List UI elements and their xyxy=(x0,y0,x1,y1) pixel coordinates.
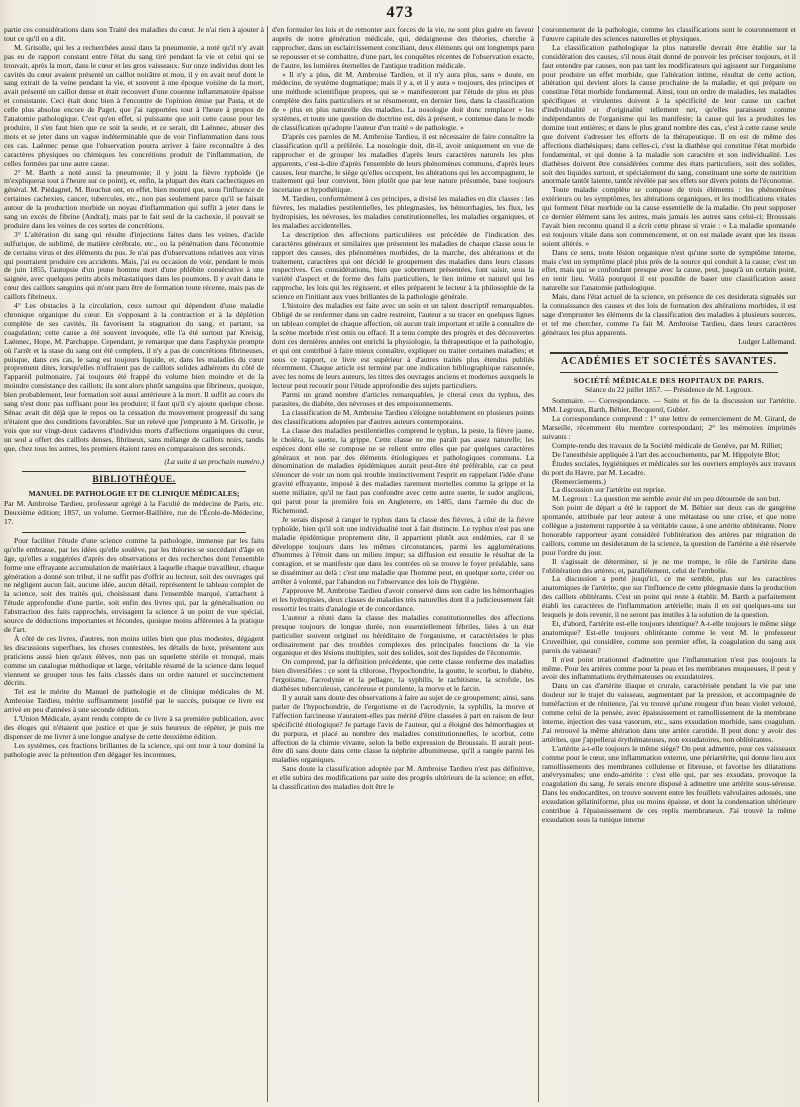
review-paragraph: Tel est le mérite du Manuel de pathologie et de clinique médicales de M. Ambroise Tardieu, mérite suffisamment justifié par le succès, puisque ce livre est arrivé en peu d'années à une seconde édition. xyxy=(4,687,264,715)
section-divider xyxy=(22,532,246,533)
review-paragraph: On comprend, par la définition précédente, que cette classe renferme des maladies bien diversifiées : ce sont la chlorose, l'hypochondrie, la goutte, le scorbut, le diabète, l'ergotisme, l'acrodynie et la pellagre, la syphilis, le rachitisme, la scrofule, les diathèses tuberculeuse, cancéreuse et purulente, la morve et le farcin. xyxy=(272,657,534,694)
session-paragraph: Compte-rendu des travaux de la Société médicale de Genève, par M. Rilliet; xyxy=(552,440,783,450)
session-paragraph: (Remerciements.) xyxy=(552,476,606,486)
article-paragraph: 2° M. Barth a noté aussi la pneumonie; il y joint la fièvre typhoïde (je m'expliquerai tout à l'heure sur ce point), et, enfin, la plupart des états cachectiques en général. M. Piédagnel, M. Bouchut ont, en effet, bien montré que, sous l'influence de certaines cachexies, cancer, tubercules, etc., non pas seulement parce qu'il se faisait autour de la production morbide un noyau d'inflammation qui suffit à jeter dans le sang un excès de fibrine (Andral), mais par le fait seul de la cachexie, il pouvait se produire dans les veines de ces sortes de concrétions. xyxy=(4,167,264,230)
session-paragraph: M. Legroux : La question me semble avoir été un peu détournée de son but. xyxy=(552,494,781,504)
book-title: MANUEL DE PATHOLOGIE ET DE CLINIQUE MÉDICALES; xyxy=(28,489,240,499)
section-divider xyxy=(560,372,778,373)
review-paragraph: L'Union Médicale, ayant rendu compte de ce livre à sa première publication, avec des éloges qui n'étaient que justice et que je suis heureux de répéter, je puis me dispenser de me livrer à une longue analyse de cette deuxième édition. xyxy=(4,714,264,741)
column-right xyxy=(542,26,796,1104)
column-left xyxy=(4,26,264,1104)
column-middle xyxy=(272,26,534,1104)
review-paragraph: Dans ce sens, toute lésion organique n'est qu'une sorte de symptôme interne, mais c'est un symptôme placé plus près de la source qui conduit à la cause; c'est un effet, mais qui se confondant presque avec la cause, peut, jusqu'à un certain point, en tenir lieu. Voilà pourquoi il est possible de baser une classification assez naturelle sur l'anatomie pathologique. xyxy=(542,247,796,293)
review-paragraph: Pour faciliter l'étude d'une science comme la pathologie, immense par les faits qu'elle embrasse, par les idées qu'elle soulève, par les théories se succédant d'âge en âge, qu'elles a suggérées d'après des observations et des recherches dont l'ensemble forme une effrayante accumulation de matériaux à laquelle chaque travailleur, chaque génération a donné son tribut, il ne suffit pas d'offrir au lecteur, soit des ouvrages qui ne négligent aucun fait, aucune idée, aucun détail, représentent le tableau complet de la science, soit des traités qui, choisissant dans l'ensemble marqué, s'attachent à l'étude approfondie d'une partie, soit enfin des livres qui, par la généralisation ou l'abstraction des faits rapprochés, envisagent la science à un point de vue spécial, source de déductions importantes et fécondes, quoique moins afférentes à la pratique de l'art. xyxy=(4,535,264,634)
article-paragraph: M. Grisolle, qui les a recherchées aussi dans la pneumonie, a noté qu'il n'y avait pas eu de rapport constant entre l'état du sang tiré pendant la vie et celui qui se trouvait, après la mort, dans le cœur et les gros vaisseaux. Sur onze individus dont les cavités du cœur avaient présenté un caillot noirâtre et mou, il y en avait neuf dont le sang extrait de la veine pendant la vie, et souvent à une époque voisine de la mort, avait présenté un caillot dense et était recouvert d'une couenne inflammatoire épaisse et consistante. Ceci était donc bien à l'encontre de l'opinion émise par Pasta, et de celle plus absolue encore de Paget, que j'ai rapportées tout à l'heure à propos de l'anatomie pathologique. C'est qu'en effet, si puissante que soit cette cause pour les produire, il s'en faut bien que ce soit la seule, et ce serait, dit Laënnec, abuser des mots et se jeter dans un vague indéterminable que de voir l'inflammation dans tous ces cas. Laënnec pense que l'observation pourra arriver à faire reconnaître à des caractères physiques ou chimiques les concrétions produit de l'inflammation, de celles formées par une autre cause. xyxy=(4,42,264,168)
review-paragraph: Sans doute la classification adoptée par M. Ambroise Tardieu n'est pas définitive, et elle subira des modifications par suite des progrès ultérieurs de la science; en effet, la classification des maladies doit être le xyxy=(272,764,534,792)
session-paragraph: La discussion a porté jusqu'ici, ce me semble, plus sur les caractères anatomiques de l'artérite, que sur l'influence de cette phlegmasie dans la production des caillots oblitérants. C'est un point qui reste à établir. M. Barth a parfaitement établi les caractères de l'inflammation artérielle; mais il en est quelques-uns sur lesquels je dois revenir, il ne seront pas inutiles à la solution de la question. xyxy=(542,574,796,620)
session-date: Séance du 22 juillet 1857. — Présidence de M. Legroux. xyxy=(585,385,753,395)
bibliotheque-heading: BIBLIOTHÈQUE. xyxy=(92,475,176,486)
session-paragraph: Il s'agissait de déterminer, si je ne me trompe, le rôle de l'artérite dans l'oblitération des artères; et, parallèlement, celui de l'embolie. xyxy=(542,556,796,575)
review-paragraph: La classification de M. Ambroise Tardieu s'éloigne notablement en plusieurs points des classifications adoptées par d'autres auteurs contemporains. xyxy=(272,407,534,426)
review-quote: « Il n'y a plus, dit M. Ambroise Tardieu, et il n'y aura plus, sans » doute, en médecine, de système dogmatique; mais il y a, et il y aura » toujours, des principes et une méthode scientifique propres, qui se » manifesteront par l'étude de plus en plus complète des faits particuliers et se résumeront, en dernier lieu, dans la classification de » plus en plus naturelle des maladies. La nosologie doit donc remplacer » les systèmes, et toute une question de doctrine est, dès à présent, » contenue dans le mode de classification qu'adopte l'auteur d'un traité » de pathologie. » xyxy=(272,69,534,132)
session-paragraph: Il n'est point irrationnel d'admettre que l'inflammation n'est pas toujours la même. Pour les artères comme pour la peau et les membranes muqueuses, il peut y avoir des inflammations érythémateuses ou exsudatoires. xyxy=(542,654,796,682)
book-info: Par M. Ambroise Tardieu, professeur agrégé à la Faculté de médecine de Paris, etc. Deuxième édition; 1857, un volume. Germer-Baillière, rue de l'École-de-Médecine, 17. xyxy=(4,499,264,527)
review-paragraph: Les systèmes, ces fractions brillantes de la science, qui ont tour à tour dominé la pathologie avec la prétention d'en dégager les inconnues, xyxy=(4,740,264,759)
review-paragraph: Parmi un grand nombre d'articles remarquables, je citerai ceux du typhus, des parasites, du diabète, des névroses et des empoisonnements. xyxy=(272,390,534,409)
session-paragraph: Son point de départ a été le rapport de M. Béhier sur deux cas de gangrène spontanée, attribuée par leur auteur à une métastase ou une crise, et que notre collègue a justement rapportée à sa véritable cause, à une artérite oblitérante. Notre honorable rapporteur ayant considéré l'oblitération des artères par migration de caillots, comme un desideratum de la science, la question de l'artérite a été réservée pour l'ordre du jour. xyxy=(542,503,796,557)
review-paragraph: D'après ces paroles de M. Ambroise Tardieu, il est nécessaire de faire connaître la classification qu'il a préférée. La nosologie doit, dit-il, avoir uniquement en vue de rapprocher et de grouper les maladies d'après leurs caractères naturels les plus apparents, c'est-à-dire d'après l'ensemble de leurs phénomènes communs, d'après leurs causes, leur marche, le siège qu'elles occupent, les altérations qui les accompagnent, le traitement qui leur convient, bien plutôt que par leur nature présumée, base toujours incertaine et hypothétique. xyxy=(272,131,534,195)
author-signature: Ludger Lallemand. xyxy=(738,336,796,346)
review-paragraph: M. Tardieu, conformément à ces principes, a divisé les maladies en dix classes : les fièvres, les maladies pestilentielles, les phlegmasies, les hémorrhagies, les flux, les hydropisies, les névroses, les maladies constitutionnelles, les maladies organiques, et les maladies accidentelles. xyxy=(272,194,534,230)
review-paragraph: d'en formuler les lois et de remonter aux forces de la vie, ne sont plus guère en faveur auprès de notre génération médicale, qui, dédaigneuse des théories, cherche à rapprocher, dans un esclaircissement conciliant, deux éléments qui ont longtemps paru se repousser et se combattre, d'une part, les conquêtes récentes de l'observation exacte, de l'autre, les lumières éternelles de l'antique tradition médicale. xyxy=(272,26,534,70)
review-paragraph: Mais, dans l'état actuel de la science, en présence de ces desiderata signalés sur la connaissance des causes et des lois de formation des altérations morbides, il est sage d'emprunter les éléments de la classification des maladies à plusieurs sources, et tel me chercher, comme l'a fait M. Ambroise Tardieu, dans leurs caractères généraux les plus apparents. xyxy=(542,292,796,337)
section-divider xyxy=(550,352,788,354)
academies-heading: ACADÉMIES ET SOCIÉTÉS SAVANTES. xyxy=(560,355,778,367)
article-paragraph: 4° Les obstacles à la circulation, ceux surtout qui dépendent d'une maladie chronique organique du cœur. En s'opposant à la contraction et à la déplétion complète de ses cavités, ils favorisent la stagnation du sang, et partant, sa coagulation; cette cause a été souvent invoquée, elle l'a été surtout par Kreisig, Laënnec, Hope, M. Parchappe. Cependant, je remarque que dans l'asphyxie prompte où l'arrêt et la stase du sang ont été complets, il n'y a pas de concrétions fibrineuses, puisque, dans ces cas, le sang est toujours liquide, et, dans les maladies du cœur proprement dites, lorsqu'elles n'offraient pas de caillots solides adhérents du côté de l'appareil pulmonaire, j'ai toujours été frappé du volume bien moindre et de la moindre consistance des caillots; ils sont alors plutôt sanguins que fibrineux, quoique, bien probablement, leur formation soit aussi antérieure à la mort. Il suffit au cours du sang n'est donc pas suffisant pour les produire; il faut qu'il s'y ajoute quelque chose. Sénac avait dit déjà que le repos ou la cessation du mouvement progressif du sang n'étaient que des conditions favorables. Sur un relevé que j'emprunte à M. Grisolle, je vois que sur vingt-deux cadavres d'individus morts d'affections organiques du cœur, un seul a offert des caillots denses, fibrineux, sans mélange de caillots noirs, tandis que, chez tous les autres, les premiers étaient rares en comparaison des seconds. xyxy=(4,301,264,453)
section-divider xyxy=(22,471,246,472)
society-title: SOCIÉTÉ MÉDICALE DES HOPITAUX DE PARIS. xyxy=(573,375,765,385)
session-paragraph: L'artérite a-t-elle toujours le même siège? On peut admettre, pour ces vaisseaux comme pour le cœur, une inflammation externe, une périartérite, qui donne lieu aux ramollissements des membranes cellulense et fibreuse, et favorise les dilatations anévrysmales; une endo-artérite : c'est elle qui, par ses exsudats, provoque la coagulation du sang. Je serais encore disposé à admettre une artérite sous-séreuse. Dans les endocardites, on trouve souvent entre les feuillets valvulaires adossés, une exsudation gélatiniforme, plus ou moins épaisse, et dont la condensation ultérieure contribue à l'épaississement de ces replis membraneux. J'ai trouvé la même exsudation sous la tunique interne xyxy=(542,743,796,824)
review-paragraph: L'histoire des maladies est faite avec un soin et un talent descriptif remarquables. Obligé de se renfermer dans un cadre restreint, l'auteur a su tracer en quelques lignes un tableau complet de chaque affection, où aucun trait important et utile à connaître de la scène morbide n'est omis ou effacé. Il a tenu compte des progrès et des découvertes dont ces dernières années ont enrichi la physiologie, la thérapeutique et la pathologie, et qui ont contribué à faire mieux connaître, expliquer ou traiter certaines maladies; et sous ce rapport, ce livre est supérieur à d'autres traités plus étendus publiés récemment. Chaque article est terminé par une indication bibliographique raisonnée, avec les noms de leurs auteurs, les titres des ouvrages anciens et modernes auxquels le lecteur peut recourir pour l'étude approfondie des sujets particuliers. xyxy=(272,301,534,391)
session-paragraph: Et, d'abord, l'artérite est-elle toujours identique? A-t-elle toujours le même siège anatomique? Est-elle toujours oblitérante comme le veut M. le professeur Cruveilhier, qui considère, comme son premier effet, la coagulation du sang aux parois du vaisseau? xyxy=(542,619,796,655)
column-divider xyxy=(538,26,539,1102)
article-paragraph: 3° L'altération du sang qui résulte d'injections faites dans les veines, d'acide sulfurique, de sublimé, de matière cérébrale, etc., ou la pénétration dans l'économie de certains virus et des éléments du pus. Je n'ai pas d'observations relatives aux virus qui pourraient produire ces accidents. Mais, j'ai eu occasion de voir, pendant le mois de juin 1855, l'autopsie d'un jeune homme mort d'une phlébite consécutive à une saignée, avec quelques petits abcès métastatiques dans les poumons. Il y avait dans le cœur des caillots sanguins qui m'ont paru être de formation toute récente, mais pas de caillots fibrineux. xyxy=(4,229,264,302)
session-paragraph: Études sociales, hygiéniques et médicales sur les ouvriers employés aux travaux du port du Havre, par M. Lecadre. xyxy=(542,458,796,477)
page-number: 473 xyxy=(386,4,414,21)
session-paragraph: La correspondance comprend : 1° une lettre de remerciement de M. Girard, de Marseille, récemment élu membre correspondant; 2° les mémoires imprimés suivants : xyxy=(542,414,796,441)
review-paragraph: couronnement de la pathologie, comme les classifications sont le couronnement et l'œuvre capitale des sciences naturelles et physiques. xyxy=(542,26,796,43)
session-paragraph: La discussion sur l'artérite est reprise. xyxy=(552,485,666,495)
review-paragraph: J'approuve M. Ambroise Tardieu d'avoir conservé dans son cadre les hémorrhagies et les hydropisies, deux classes de maladies très naturelles dont il a judicieusement fait ressortir les traits d'analogie et de concordance. xyxy=(272,586,534,613)
review-paragraph: La classe des maladies pestilentielles comprend le typhus, la peste, la fièvre jaune, le choléra, la suette, la grippe. Cette classe ne me paraît pas assez naturelle; les espèces dont elle se compose ne se relient entre elles que par quelques caractères généraux et non par des éléments étiologiques et pathologiques communs. La dénomination de maladies épidémiques aurait peut-être été préférable, car ce peut s'énoncer de voir un nom qui trouble instinctivement l'esprit en rappelant l'idée d'une gravité effrayante, imposé à des maladies rarement mortelles comme la grippe et la suette miliaire, qu'il ne faut pas confondre avec cette autre suette, le sudor anglicus, qui parut pour la première fois en Angleterre, en 1485, dans l'armée du duc de Richemond. xyxy=(272,425,534,515)
continuation-note: (La suite à un prochain numéro.) xyxy=(164,456,264,466)
review-paragraph: À côté de ces livres, d'autres, non moins utiles bien que plus modestes, dégagent les discussions superflues, les choses contestées, les détails de luxe, présentent aux praticiens aussi bien qu'aux élèves, non pas un squelette stérile et tronqué, mais comme un catalogue méthodique et large, véritable résumé de la science dans lequel viennent se grouper tous les faits classés dans un ordre naturel et succinctement décrits. xyxy=(4,633,264,688)
review-paragraph: L'auteur a réuni dans la classe des maladies constitutionnelles des affections presque toujours de longue durée, non essentiellement fébriles, liées à un état particulier souvent originel ou héréditaire de l'organisme, et caractérisées le plus ordinairement par des troubles complexes des principales fonctions de la vie organique et des lésions multiples, soit des solides, soit des liquides de l'économie. xyxy=(272,612,534,658)
review-paragraph: La description des affections particulières est précédée de l'indication des caractères généraux et similaires que présentent les maladies de chaque classe sous le rapport des causes, des phénomènes morbides, de la marche, des altérations et du traitement, caractères qui ont décidé le groupement des maladies dans leurs classes respectives. Ces considérations, bien que sobrement présentées, font saisir, sous la variété d'aspect et de forme des faits particuliers, le lien intime et naturel qui les rapproche, les lois qui les régissent, et elles préparent le lecteur à la philosophie de la science en l'initiant aux vues brillantes de la pathologie générale. xyxy=(272,229,534,302)
article-paragraph: partie ces considérations dans son Traité des maladies du cœur. Je n'ai rien à ajouter à tout ce qu'il en a dit. xyxy=(4,26,264,43)
column-divider xyxy=(267,26,268,1102)
review-paragraph: Je serais disposé à ranger le typhus dans la classe des fièvres, à côté de la fièvre typhoïde, bien qu'il soit une individualité tout à fait distincte. Le typhus n'est pas une maladie épidémique proprement dite, il appartient plutôt aux endémies, car il se développe toujours dans les mêmes circonstances, parmi les agglomérations d'hommes à l'étroit dans un milieu impur; sa diffusion est ensuite le résultat de la contagion, et se manifeste que dans les contrées où se trouve le foyer préalable, sans se disséminer au delà : c'est une maladie que l'homme peut, en quelque sorte, créer ou arrêter à volonté, par l'abandon ou l'observance des lois de l'hygiène. xyxy=(272,514,534,587)
review-paragraph: Toute maladie complète se compose de trois éléments : les phénomènes extérieurs ou les symptômes, les altérations organiques, et les modifications vitales qui forment l'état morbide ou la cause essentielle de la maladie. On peut supposer ce dernier élément sans les autres, mais jamais les autres sans celui-ci; Broussais l'avait bien reconnu quand il a écrit cette phrase si vraie : « La maladie spontanée est toujours vitale dans son commencement, et on est malade avant que les tissus soient altérés. » xyxy=(542,185,796,248)
review-paragraph: Il y aurait sans doute des observations à faire au sujet de ce groupement; ainsi, sans parler de l'hypochondrie, de l'ergotisme et de l'acrodynie, la syphilis, la morve et l'affection farcineuse n'auraient-elles pas mérité d'être classées à part en raison de leur spécificité étiologique? Je partage l'avis de l'auteur, qui a éloigné des hémorrhagies et du purpura, et placé au nombre des maladies constitutionnelles, le scorbut, cette affection de la chimie vivante, selon la belle expression de Broussais. Il aurait peut-être dû sans doute dans cette classe la néphrite albumineuse, qu'il a rangée parmi les maladies organiques. xyxy=(272,692,534,765)
session-summary: Sommaire. — Correspondance. — Suite et fin de la discussion sur l'artérite. MM. Legroux, Barth, Béhier, Becquerel, Gubler. xyxy=(542,396,796,415)
session-paragraph: Dans un cas d'artérite iliaque et crurale, caractérisée pendant la vie par une douleur sur le trajet du vaisseau, augmentant par la pression, et accompagnée de tuméfaction et de rénitence, j'ai vu trouvé qu'une rougeur d'un beau violet velouté, comme celui de la pensée, avec épaississement et ramollissement de la membrane interne, injection des vasa vasorum, etc., sans exsudation morbide, sans coagulum. J'ai retrouvé la même altération dans une artère carotide. Il peut donc y avoir des artérites, que j'appellerai érythémateuses, non exsudatoires, non oblitérantes. xyxy=(542,681,796,744)
review-paragraph: La classification pathologique la plus naturelle devrait être établie sur la considération des causes, s'il nous était donné de pouvoir les préciser toujours, et il faut entendre par causes, non pas tant les modificateurs qui agissent sur l'organisme pour produire un effet morbide, que l'altération intime, résultat de cette action, altération qui devient alors la cause prochaine de la maladie, et qui prépare ou constitue l'état morbide fondamental. Ainsi, tout un ordre de maladies, les maladies spécifiques et virulentes doivent à la spécificité de leur cause un cachet d'individualité et d'originalité tellement net, qu'elles paraissent comme indépendantes de l'organisme qui les manifeste; la cause qui les a produites les domine tout entières; et dans le plus grand nombre des cas, c'est à cette cause seule que doivent s'adresser les efforts de la thérapeutique. Il en est de même des affections diathésiques; dans celles-ci, c'est la diathèse qui constitue l'état morbide fondamental, et qui donne à la maladie son caractère et son individualité. Les diathèses doivent être considérées comme des états particuliers, soit des solides, soit des liquides surtout, et spécialement du sang, constituant une sorte de nutrition anormale tantôt latente, tantôt révélée par ses effets sur divers points de l'économie. xyxy=(542,42,796,186)
session-paragraph: De l'anesthésie appliquée à l'art des accouchements, par M. Hippolyte Blot; xyxy=(552,449,780,459)
